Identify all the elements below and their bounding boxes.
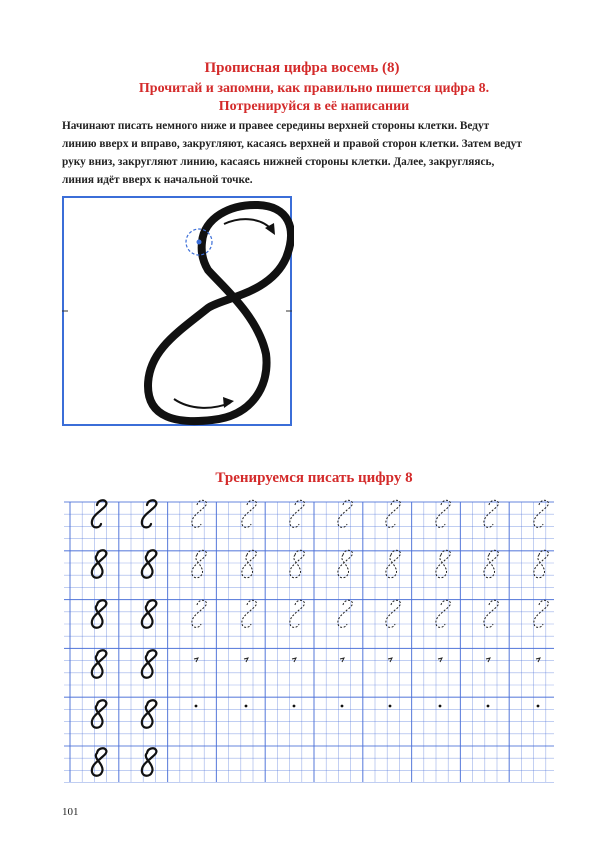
digit-eight-diagram bbox=[62, 196, 294, 428]
start-hook-mark bbox=[438, 658, 442, 662]
writing-instructions bbox=[62, 117, 562, 189]
start-dot-mark bbox=[245, 705, 248, 708]
start-dot-mark bbox=[293, 705, 296, 708]
start-dot-mark bbox=[537, 705, 540, 708]
start-hook-mark bbox=[194, 658, 198, 662]
start-hook-mark bbox=[244, 658, 248, 662]
start-hook-mark bbox=[536, 658, 540, 662]
model-digit-eight bbox=[142, 700, 157, 727]
model-digit-eight bbox=[142, 600, 157, 627]
start-dot-mark bbox=[195, 705, 198, 708]
instruction-line: линия идёт вверх к начальной точке. bbox=[62, 174, 253, 186]
trace-digit-eight bbox=[484, 600, 499, 627]
model-digit-eight bbox=[142, 650, 157, 677]
page-number: 101 bbox=[62, 806, 79, 818]
trace-digit-eight bbox=[484, 550, 499, 577]
model-digit-eight bbox=[92, 500, 107, 527]
model-digit-eight bbox=[92, 600, 107, 627]
start-dot-mark bbox=[487, 705, 490, 708]
trace-digit-eight bbox=[386, 550, 401, 577]
trace-digit-eight bbox=[386, 500, 401, 527]
model-digit-eight bbox=[92, 650, 107, 677]
practice-grid bbox=[64, 494, 554, 786]
lesson-subtitle: Прочитай и запомни, как правильно пишется цифра 8. bbox=[138, 81, 490, 96]
instruction-line: руку вниз, закругляют линию, касаясь нижней стороны клетки. Далее, закругляясь, bbox=[62, 156, 495, 168]
page-title: Прописная цифра восемь (8) bbox=[204, 60, 400, 76]
model-digit-eight bbox=[92, 700, 107, 727]
trace-digit-eight bbox=[484, 500, 499, 527]
trace-digit-eight bbox=[338, 600, 353, 627]
trace-digit-eight bbox=[338, 550, 353, 577]
model-digit-eight bbox=[142, 500, 157, 527]
model-digit-eight bbox=[142, 550, 157, 577]
trace-digit-eight bbox=[338, 500, 353, 527]
start-hook-mark bbox=[292, 658, 296, 662]
grid-digits bbox=[92, 500, 549, 775]
start-dot-mark bbox=[341, 705, 344, 708]
start-dot-mark bbox=[439, 705, 442, 708]
start-hook-mark bbox=[340, 658, 344, 662]
model-digit-eight bbox=[142, 748, 157, 775]
trace-digit-eight bbox=[534, 550, 549, 577]
trace-digit-eight bbox=[290, 600, 305, 627]
instruction-line: Начинают писать немного ниже и правее середины верхней стороны клетки. Ведут bbox=[62, 120, 490, 132]
practice-prompt: Потренируйся в её написании bbox=[218, 99, 410, 114]
practice-title: Тренируемся писать цифру 8 bbox=[215, 470, 413, 486]
grid-lines bbox=[64, 502, 554, 783]
trace-digit-eight bbox=[290, 500, 305, 527]
trace-digit-eight bbox=[242, 500, 257, 527]
trace-digit-eight bbox=[242, 550, 257, 577]
trace-digit-eight bbox=[534, 500, 549, 527]
start-hook-mark bbox=[388, 658, 392, 662]
trace-digit-eight bbox=[242, 600, 257, 627]
start-point-dot bbox=[197, 240, 202, 245]
trace-digit-eight bbox=[386, 600, 401, 627]
instruction-line: линию вверх и вправо, закругляют, касаясь верхней и правой сторон клетки. Затем ведут bbox=[62, 138, 522, 150]
trace-digit-eight bbox=[534, 600, 549, 627]
model-digit-eight bbox=[92, 550, 107, 577]
trace-digit-eight bbox=[290, 550, 305, 577]
start-dot-mark bbox=[389, 705, 392, 708]
start-hook-mark bbox=[486, 658, 490, 662]
model-digit-eight bbox=[92, 748, 107, 775]
